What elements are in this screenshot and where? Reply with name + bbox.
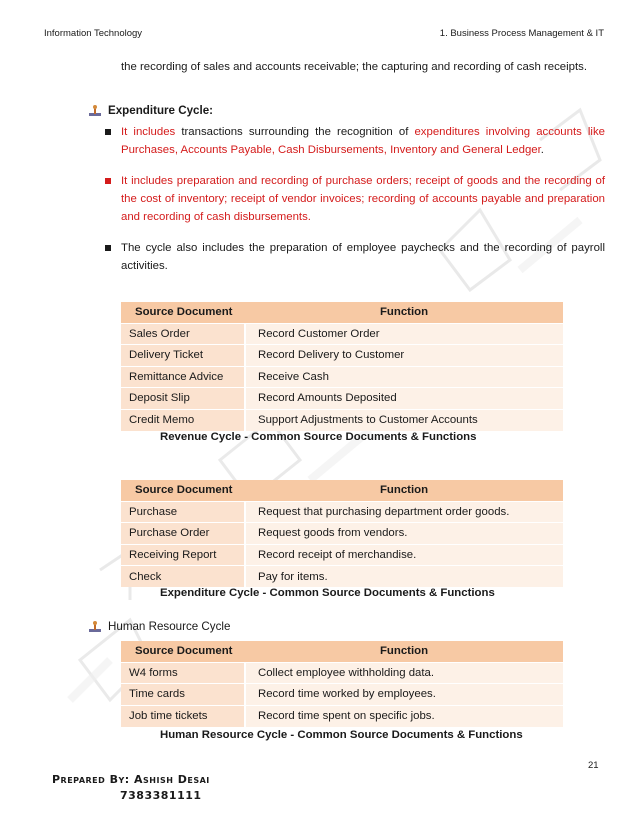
table-header-row: [121, 480, 563, 501]
table-header-row: [121, 641, 563, 662]
hr-title-text: Human Resource Cycle: [108, 620, 231, 633]
cell-function: Pay for items.: [245, 566, 563, 588]
bullet-square-icon: [105, 172, 121, 226]
cell-source: Sales Order: [121, 323, 245, 345]
bullet2-text: It includes preparation and recording of purchase orders; receipt of goods and the recording of the cost of inventory; receipt of vendor invoices; recording of accounts payable and preparation and recording of cash disbursements.: [121, 175, 605, 223]
revenue-cycle-table: [121, 302, 563, 431]
bullet-square-icon: [105, 123, 121, 159]
cell-function: Request that purchasing department order goods.: [245, 501, 563, 523]
footer: [52, 772, 210, 804]
table-row: [121, 501, 563, 523]
hr-cycle-table: [121, 641, 563, 727]
hr-table-caption: Human Resource Cycle - Common Source Documents & Functions: [160, 729, 523, 741]
header-right: 1. Business Process Management & IT: [439, 28, 604, 39]
expenditure-section-title: [88, 104, 213, 117]
cell-source: Check: [121, 566, 245, 588]
cell-source: Delivery Ticket: [121, 345, 245, 367]
cell-function: Record receipt of merchandise.: [245, 544, 563, 566]
cell-function: Collect employee withholding data.: [245, 662, 563, 684]
cell-source: Remittance Advice: [121, 366, 245, 388]
cell-function: Support Adjustments to Customer Accounts: [245, 409, 563, 431]
expenditure-bullet-2: [105, 172, 605, 226]
cell-source: W4 forms: [121, 662, 245, 684]
cell-source: Receiving Report: [121, 544, 245, 566]
header-function: Function: [245, 641, 563, 662]
pin-icon: [88, 621, 102, 633]
hr-section-title: [88, 620, 230, 633]
cell-source: Purchase Order: [121, 523, 245, 545]
cell-source: Purchase: [121, 501, 245, 523]
header-function: Function: [245, 302, 563, 323]
cell-function: Record time spent on specific jobs.: [245, 705, 563, 727]
table-header-row: [121, 302, 563, 323]
header-source-document: Source Document: [121, 641, 245, 662]
cell-function: Record Customer Order: [245, 323, 563, 345]
cell-function: Record Delivery to Customer: [245, 345, 563, 367]
prepared-by: Prepared By: Ashish Desai: [52, 773, 210, 786]
cell-source: Deposit Slip: [121, 388, 245, 410]
cell-function: Record time worked by employees.: [245, 684, 563, 706]
table-row: [121, 523, 563, 545]
table-row: [121, 705, 563, 727]
expenditure-bullet-1: [105, 123, 605, 159]
table-row: [121, 544, 563, 566]
phone-number: 7383381111: [120, 789, 202, 802]
pin-icon: [88, 105, 102, 117]
header-source-document: Source Document: [121, 302, 245, 323]
table-row: [121, 323, 563, 345]
cell-source: Credit Memo: [121, 409, 245, 431]
cell-source: Job time tickets: [121, 705, 245, 727]
bullet1-part3: expenditures involving accounts like Purchases, Accounts Payable, Cash Disbursements, Inventory and General Ledger: [121, 126, 605, 156]
expenditure-cycle-table: [121, 480, 563, 587]
cell-source: Time cards: [121, 684, 245, 706]
bullet1-part1: It includes: [121, 126, 176, 138]
table-row: [121, 366, 563, 388]
revenue-table-caption: Revenue Cycle - Common Source Documents & Functions: [160, 431, 477, 443]
bullet3-text: The cycle also includes the preparation of employee paychecks and the recording of payroll activities.: [121, 242, 605, 272]
expenditure-title-text: Expenditure Cycle:: [108, 104, 214, 117]
header-source-document: Source Document: [121, 480, 245, 501]
page-header: [44, 28, 604, 39]
expenditure-table-caption: Expenditure Cycle - Common Source Documents & Functions: [160, 587, 495, 599]
cell-function: Receive Cash: [245, 366, 563, 388]
table-row: [121, 684, 563, 706]
table-row: [121, 409, 563, 431]
table-row: [121, 345, 563, 367]
cell-function: Record Amounts Deposited: [245, 388, 563, 410]
bullet1-part4: .: [540, 144, 544, 156]
bullet-square-icon: [105, 239, 121, 275]
header-function: Function: [245, 480, 563, 501]
table-row: [121, 662, 563, 684]
header-left: Information Technology: [44, 28, 143, 39]
expenditure-bullet-3: [105, 239, 605, 275]
table-row: [121, 388, 563, 410]
page-number: 21: [588, 760, 599, 771]
cell-function: Request goods from vendors.: [245, 523, 563, 545]
table-row: [121, 566, 563, 588]
intro-continuation: the recording of sales and accounts receivable; the capturing and recording of cash receipts.: [121, 61, 588, 73]
bullet1-part2: transactions surrounding the recognition of: [175, 126, 415, 138]
